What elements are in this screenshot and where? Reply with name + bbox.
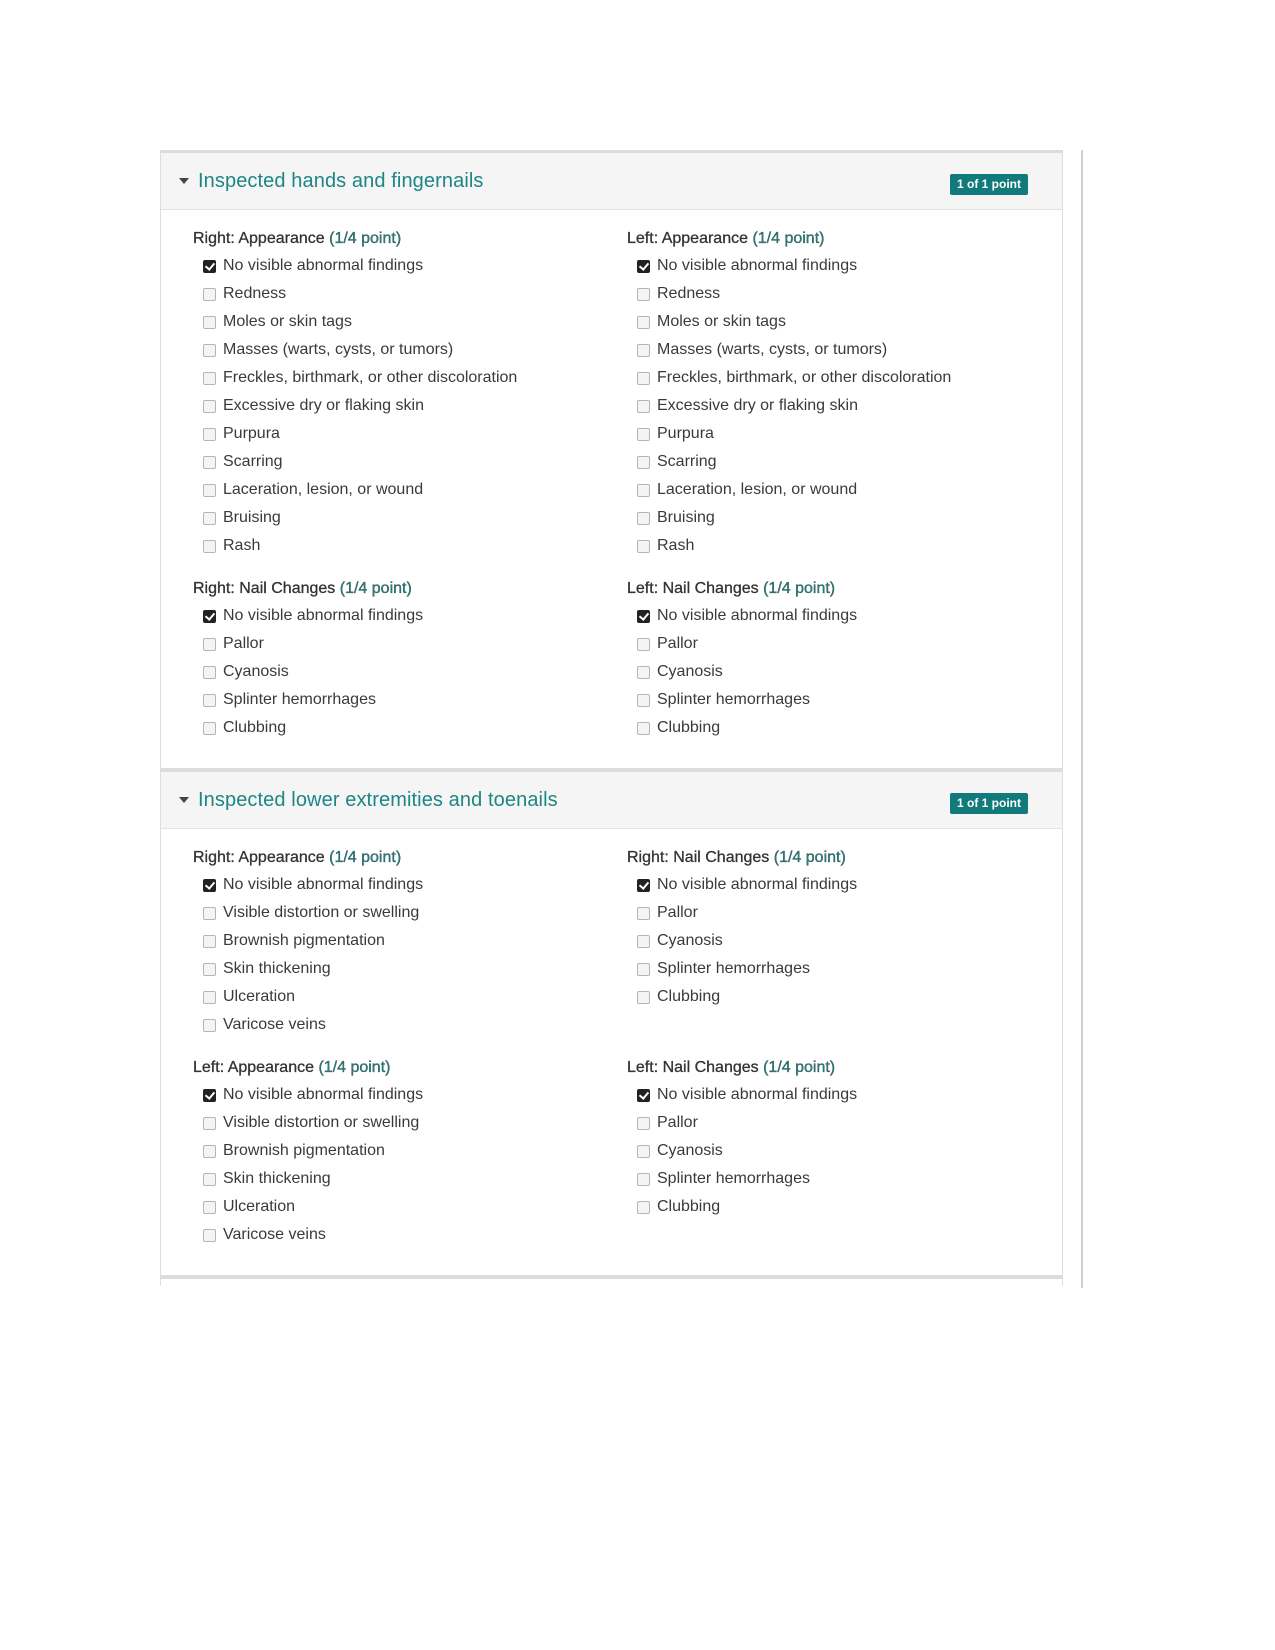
checkbox-option[interactable] <box>627 983 1061 1011</box>
checkbox[interactable] <box>637 666 650 679</box>
checkbox-option[interactable] <box>627 899 1061 927</box>
checkbox-option[interactable] <box>627 1165 1061 1193</box>
checkbox[interactable] <box>203 512 216 525</box>
checkbox[interactable] <box>203 907 216 920</box>
checkbox-label[interactable]: Splinter hemorrhages <box>657 691 810 708</box>
checkbox[interactable] <box>637 456 650 469</box>
group-points: (1/4 point) <box>329 230 402 247</box>
checkbox-option[interactable] <box>193 899 627 927</box>
checkbox[interactable] <box>637 428 650 441</box>
group-title-text: Left: Appearance <box>193 1059 314 1076</box>
checkbox-checked[interactable] <box>203 1089 216 1102</box>
checkbox-label[interactable]: Freckles, birthmark, or other discoloration <box>657 369 952 386</box>
group-title <box>627 1055 1061 1081</box>
checkbox-checked[interactable] <box>637 260 650 273</box>
checkbox-label[interactable]: Pallor <box>657 1114 698 1131</box>
group-title-text: Right: Appearance <box>193 849 325 866</box>
checkbox-label[interactable]: Visible distortion or swelling <box>223 1114 420 1131</box>
checkbox-label[interactable]: No visible abnormal findings <box>223 1086 424 1103</box>
checkbox-label[interactable]: Moles or skin tags <box>657 313 786 330</box>
checkbox-label[interactable]: No visible abnormal findings <box>223 607 424 624</box>
checkbox-checked[interactable] <box>203 879 216 892</box>
checkbox[interactable] <box>203 540 216 553</box>
checkbox-option[interactable] <box>193 1193 627 1221</box>
checkbox-group <box>627 576 1061 742</box>
checkbox-option[interactable] <box>193 308 627 336</box>
checkbox-label[interactable]: Splinter hemorrhages <box>223 691 376 708</box>
checkbox-label[interactable]: Scarring <box>223 453 283 470</box>
checkbox[interactable] <box>203 456 216 469</box>
checkbox-label[interactable]: Clubbing <box>657 1198 721 1215</box>
checkbox-option[interactable] <box>627 448 1061 476</box>
checkbox[interactable] <box>637 638 650 651</box>
checkbox-checked[interactable] <box>637 1089 650 1102</box>
section-lower-extremities-toenails <box>160 769 1063 1276</box>
checkbox-label[interactable]: Visible distortion or swelling <box>223 904 420 921</box>
checkbox-option[interactable] <box>193 658 627 686</box>
checkbox-label[interactable]: Ulceration <box>223 1198 296 1215</box>
checkbox-option[interactable] <box>193 927 627 955</box>
checkbox[interactable] <box>203 694 216 707</box>
checkbox-label[interactable]: Cyanosis <box>657 663 723 680</box>
checkbox-option[interactable] <box>627 420 1061 448</box>
checkbox-label[interactable]: Masses (warts, cysts, or tumors) <box>657 341 888 358</box>
section-body <box>161 210 1062 768</box>
checkbox-label[interactable]: No visible abnormal findings <box>657 257 858 274</box>
checkbox-label[interactable]: Clubbing <box>223 719 287 736</box>
checkbox-option[interactable] <box>193 1081 627 1109</box>
checkbox-option[interactable] <box>193 983 627 1011</box>
checkbox-label[interactable]: No visible abnormal findings <box>657 607 858 624</box>
checkbox-option[interactable] <box>627 630 1061 658</box>
checkbox-label[interactable]: Moles or skin tags <box>223 313 352 330</box>
checkbox-option[interactable] <box>193 955 627 983</box>
checkbox-label[interactable]: No visible abnormal findings <box>657 1086 858 1103</box>
checkbox-option[interactable] <box>627 658 1061 686</box>
checkbox-option[interactable] <box>193 448 627 476</box>
group-title-text: Left: Appearance <box>627 230 748 247</box>
checkbox-option[interactable] <box>193 252 627 280</box>
checkbox-option[interactable] <box>193 532 627 560</box>
checkbox-label[interactable]: Pallor <box>657 904 698 921</box>
checkbox[interactable] <box>637 512 650 525</box>
checkbox[interactable] <box>637 694 650 707</box>
checkbox-option[interactable] <box>627 871 1061 899</box>
checkbox-option[interactable] <box>627 927 1061 955</box>
checkbox[interactable] <box>203 372 216 385</box>
checkbox[interactable] <box>637 316 650 329</box>
checkbox-label[interactable]: Clubbing <box>657 988 721 1005</box>
section-header[interactable] <box>161 153 1062 210</box>
checkbox-label[interactable]: Purpura <box>657 425 714 442</box>
checkbox-label[interactable]: No visible abnormal findings <box>657 876 858 893</box>
group-points: (1/4 point) <box>339 580 412 597</box>
checkbox-label[interactable]: Laceration, lesion, or wound <box>223 481 424 498</box>
checkbox[interactable] <box>637 288 650 301</box>
group-title <box>193 845 627 871</box>
next-section-stub <box>160 1276 1063 1286</box>
checkbox[interactable] <box>637 963 650 976</box>
checkbox-option[interactable] <box>627 392 1061 420</box>
checkbox[interactable] <box>637 400 650 413</box>
checkbox-option[interactable] <box>193 392 627 420</box>
checkbox-option[interactable] <box>193 686 627 714</box>
checkbox[interactable] <box>203 963 216 976</box>
checkbox-option[interactable] <box>193 1165 627 1193</box>
checkbox[interactable] <box>203 1201 216 1214</box>
checkbox-label[interactable]: Brownish pigmentation <box>223 932 385 949</box>
group-title <box>193 576 627 602</box>
checkbox-label[interactable]: Cyanosis <box>657 932 723 949</box>
checkbox-option[interactable] <box>193 714 627 742</box>
checkbox-option[interactable] <box>627 1193 1061 1221</box>
score-badge: 1 of 1 point <box>950 793 1028 814</box>
checkbox-label[interactable]: Clubbing <box>657 719 721 736</box>
checkbox-option[interactable] <box>193 1137 627 1165</box>
checkbox[interactable] <box>203 316 216 329</box>
checkbox-option[interactable] <box>193 420 627 448</box>
group-points: (1/4 point) <box>773 849 846 866</box>
checkbox[interactable] <box>637 722 650 735</box>
checkbox-option[interactable] <box>627 280 1061 308</box>
exam-panel <box>160 150 1063 1286</box>
checkbox-option[interactable] <box>627 532 1061 560</box>
checkbox-option[interactable] <box>193 1221 627 1249</box>
section-title[interactable]: Inspected lower extremities and toenails <box>198 788 558 811</box>
checkbox-option[interactable] <box>627 336 1061 364</box>
checkbox[interactable] <box>203 1117 216 1130</box>
checkbox-label[interactable]: Redness <box>657 285 721 302</box>
checkbox-checked[interactable] <box>203 260 216 273</box>
checkbox[interactable] <box>637 372 650 385</box>
checkbox-option[interactable] <box>627 364 1061 392</box>
checkbox[interactable] <box>637 1117 650 1130</box>
group-title-text: Right: Nail Changes <box>193 580 336 597</box>
group-title <box>627 226 1061 252</box>
section-header[interactable] <box>161 772 1062 829</box>
checkbox-group <box>193 1055 627 1249</box>
scrollbar-rule <box>1081 150 1083 1288</box>
checkbox[interactable] <box>637 991 650 1004</box>
group-title <box>627 576 1061 602</box>
checkbox-label[interactable]: Masses (warts, cysts, or tumors) <box>223 341 454 358</box>
checkbox[interactable] <box>203 1145 216 1158</box>
checkbox-label[interactable]: Rash <box>657 537 695 554</box>
checkbox[interactable] <box>637 344 650 357</box>
checkbox-option[interactable] <box>627 504 1061 532</box>
checkbox-option[interactable] <box>627 714 1061 742</box>
checkbox[interactable] <box>203 400 216 413</box>
checkbox-label[interactable]: Laceration, lesion, or wound <box>657 481 858 498</box>
group-points: (1/4 point) <box>318 1059 391 1076</box>
checkbox-label[interactable]: No visible abnormal findings <box>223 876 424 893</box>
checkbox[interactable] <box>637 1201 650 1214</box>
checkbox-group <box>627 226 1061 560</box>
checkbox-label[interactable]: Cyanosis <box>223 663 289 680</box>
checkbox-option[interactable] <box>193 630 627 658</box>
checkbox[interactable] <box>203 935 216 948</box>
group-points: (1/4 point) <box>763 580 836 597</box>
checkbox-label[interactable]: Freckles, birthmark, or other discoloration <box>223 369 518 386</box>
checkbox[interactable] <box>637 907 650 920</box>
checkbox[interactable] <box>637 484 650 497</box>
checkbox-label[interactable]: Skin thickening <box>223 1170 331 1187</box>
checkbox-option[interactable] <box>193 1109 627 1137</box>
chevron-down-icon[interactable] <box>179 178 189 184</box>
checkbox[interactable] <box>203 288 216 301</box>
checkbox-option[interactable] <box>193 476 627 504</box>
group-title-text: Right: Nail Changes <box>627 849 770 866</box>
checkbox-option[interactable] <box>627 955 1061 983</box>
checkbox-label[interactable]: Varicose veins <box>223 1226 326 1243</box>
group-title <box>627 845 1061 871</box>
checkbox-label[interactable]: Scarring <box>657 453 717 470</box>
section-hands-fingernails <box>160 150 1063 769</box>
checkbox-label[interactable]: Rash <box>223 537 261 554</box>
checkbox-label[interactable]: Splinter hemorrhages <box>657 1170 810 1187</box>
score-badge: 1 of 1 point <box>950 174 1028 195</box>
checkbox-option[interactable] <box>193 1011 627 1039</box>
checkbox-group <box>193 845 627 1039</box>
checkbox-checked[interactable] <box>637 610 650 623</box>
checkbox-label[interactable]: Bruising <box>657 509 715 526</box>
checkbox-option[interactable] <box>627 1137 1061 1165</box>
checkbox-label[interactable]: Excessive dry or flaking skin <box>657 397 858 414</box>
section-body <box>161 829 1062 1275</box>
checkbox[interactable] <box>637 1173 650 1186</box>
checkbox-label[interactable]: No visible abnormal findings <box>223 257 424 274</box>
checkbox[interactable] <box>203 1173 216 1186</box>
checkbox[interactable] <box>203 344 216 357</box>
checkbox-option[interactable] <box>193 871 627 899</box>
checkbox-option[interactable] <box>627 1081 1061 1109</box>
checkbox-label[interactable]: Skin thickening <box>223 960 331 977</box>
checkbox[interactable] <box>203 484 216 497</box>
checkbox[interactable] <box>203 1229 216 1242</box>
checkbox-group <box>193 576 627 742</box>
checkbox-label[interactable]: Cyanosis <box>657 1142 723 1159</box>
checkbox-option[interactable] <box>627 476 1061 504</box>
checkbox-option[interactable] <box>193 280 627 308</box>
group-points: (1/4 point) <box>763 1059 836 1076</box>
checkbox-checked[interactable] <box>637 879 650 892</box>
group-title-text: Right: Appearance <box>193 230 325 247</box>
checkbox-option[interactable] <box>627 686 1061 714</box>
checkbox-label[interactable]: Pallor <box>223 635 264 652</box>
checkbox-checked[interactable] <box>203 610 216 623</box>
checkbox-label[interactable]: Redness <box>223 285 287 302</box>
checkbox-option[interactable] <box>193 602 627 630</box>
checkbox-label[interactable]: Purpura <box>223 425 280 442</box>
checkbox-option[interactable] <box>627 602 1061 630</box>
checkbox-label[interactable]: Bruising <box>223 509 281 526</box>
group-points: (1/4 point) <box>329 849 402 866</box>
checkbox[interactable] <box>203 722 216 735</box>
checkbox[interactable] <box>637 1145 650 1158</box>
group-points: (1/4 point) <box>752 230 825 247</box>
checkbox-option[interactable] <box>193 364 627 392</box>
group-title-text: Left: Nail Changes <box>627 580 759 597</box>
checkbox[interactable] <box>637 935 650 948</box>
checkbox-option[interactable] <box>627 252 1061 280</box>
checkbox[interactable] <box>203 991 216 1004</box>
checkbox-label[interactable]: Excessive dry or flaking skin <box>223 397 424 414</box>
checkbox-label[interactable]: Varicose veins <box>223 1016 326 1033</box>
group-title-text: Left: Nail Changes <box>627 1059 759 1076</box>
checkbox-option[interactable] <box>627 308 1061 336</box>
section-title[interactable]: Inspected hands and fingernails <box>198 169 484 192</box>
checkbox[interactable] <box>203 666 216 679</box>
checkbox-option[interactable] <box>193 336 627 364</box>
checkbox[interactable] <box>637 540 650 553</box>
checkbox-group <box>627 845 1061 1039</box>
checkbox-label[interactable]: Splinter hemorrhages <box>657 960 810 977</box>
checkbox[interactable] <box>203 1019 216 1032</box>
checkbox[interactable] <box>203 638 216 651</box>
checkbox-label[interactable]: Brownish pigmentation <box>223 1142 385 1159</box>
checkbox-group <box>627 1055 1061 1249</box>
checkbox[interactable] <box>203 428 216 441</box>
group-title <box>193 1055 627 1081</box>
checkbox-label[interactable]: Ulceration <box>223 988 296 1005</box>
group-title <box>193 226 627 252</box>
checkbox-option[interactable] <box>193 504 627 532</box>
chevron-down-icon[interactable] <box>179 797 189 803</box>
checkbox-group <box>193 226 627 560</box>
checkbox-label[interactable]: Pallor <box>657 635 698 652</box>
checkbox-option[interactable] <box>627 1109 1061 1137</box>
